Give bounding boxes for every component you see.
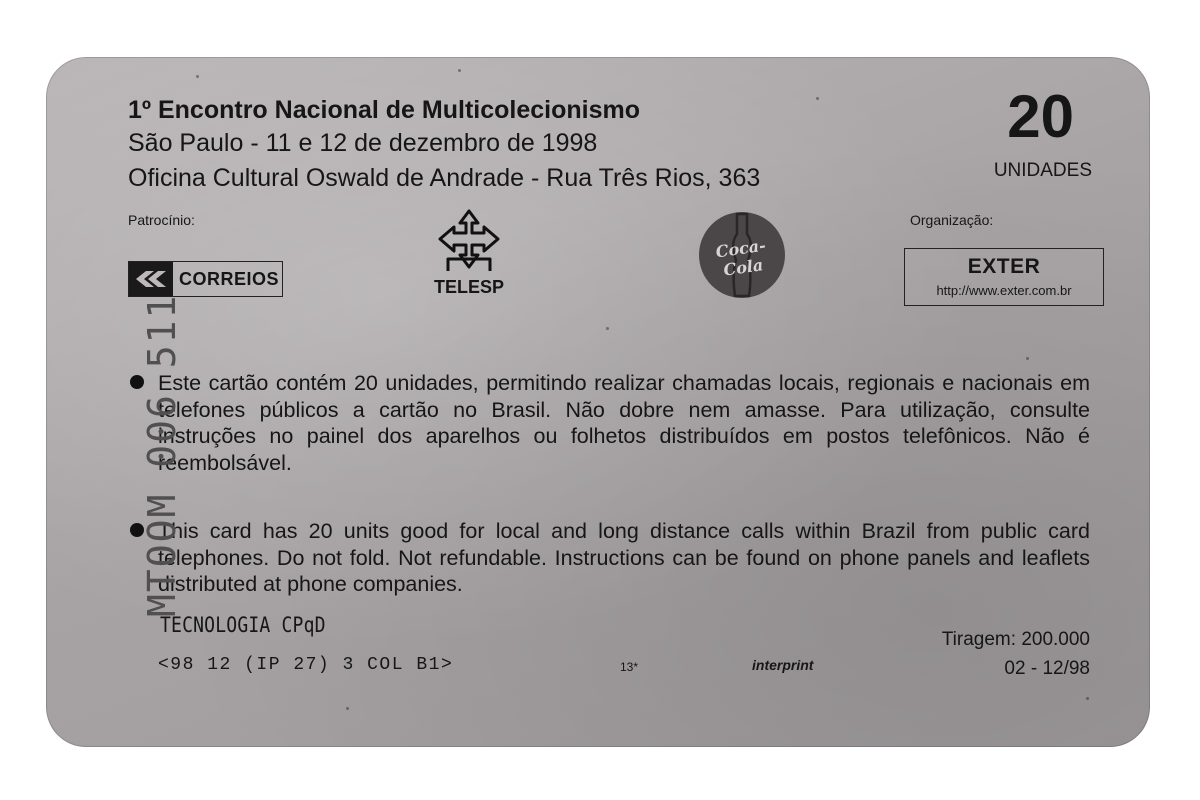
instructions-english: This card has 20 units good for local and long distance calls within Brazil from public card telephones. Do not fold. Not refundable. Instructions can be found on phone panels and leaflets distributed at phone companies. — [158, 519, 1090, 596]
event-venue: Oficina Cultural Oswald de Andrade - Rua Três Rios, 363 — [128, 164, 761, 192]
surface-speck — [606, 327, 609, 330]
surface-speck — [1086, 697, 1089, 700]
card-title: 1º Encontro Nacional de Multicolecionismo — [128, 96, 640, 124]
units-value: 20 — [1007, 83, 1074, 150]
surface-speck — [458, 69, 461, 72]
surface-speck — [196, 75, 199, 78]
surface-speck — [1026, 357, 1029, 360]
print-run: Tiragem: 200.000 — [941, 629, 1090, 650]
instructions-portuguese: Este cartão contém 20 unidades, permitindo realizar chamadas locais, regionais e nacionais em telefones públicos a cartão no Brasil. Não dobre nem amasse. Para utilização, consulte instruções no painel dos aparelhos ou folhetos distribuídos em postos telefônicos. Não é reembolsável. — [158, 371, 1090, 475]
surface-speck — [346, 707, 349, 710]
correios-logo — [128, 261, 283, 297]
exter-name: EXTER — [967, 255, 1041, 278]
edition-code: 02 - 12/98 — [1004, 658, 1090, 679]
handwritten-note: MTOOM 006 511 — [140, 293, 184, 617]
technology-label: TECNOLOGIA CPqD — [160, 613, 326, 637]
sponsor-label: Patrocínio: — [128, 212, 195, 228]
coca-cola-logo — [699, 212, 785, 298]
exter-url: http://www.exter.com.br — [936, 283, 1072, 298]
telesp-logo-text: TELESP — [433, 277, 504, 297]
correios-mark-icon — [129, 262, 173, 296]
printer-name: interprint — [752, 657, 814, 673]
exter-logo-box — [904, 248, 1104, 306]
telesp-emblem-icon — [424, 207, 514, 277]
card-code: <98 12 (IP 27) 3 COL B1> — [158, 655, 454, 675]
event-date: São Paulo - 11 e 12 de dezembro de 1998 — [128, 129, 598, 157]
phone-card — [46, 57, 1150, 747]
units-label: UNIDADES — [993, 160, 1092, 181]
surface-speck — [816, 97, 819, 100]
organization-label: Organização: — [910, 212, 994, 228]
correios-logo-text: CORREIOS — [179, 268, 280, 289]
coca-cola-logo-text: Coca-Cola — [714, 235, 767, 280]
small-number: 13* — [620, 660, 639, 674]
telesp-logo — [424, 207, 514, 299]
